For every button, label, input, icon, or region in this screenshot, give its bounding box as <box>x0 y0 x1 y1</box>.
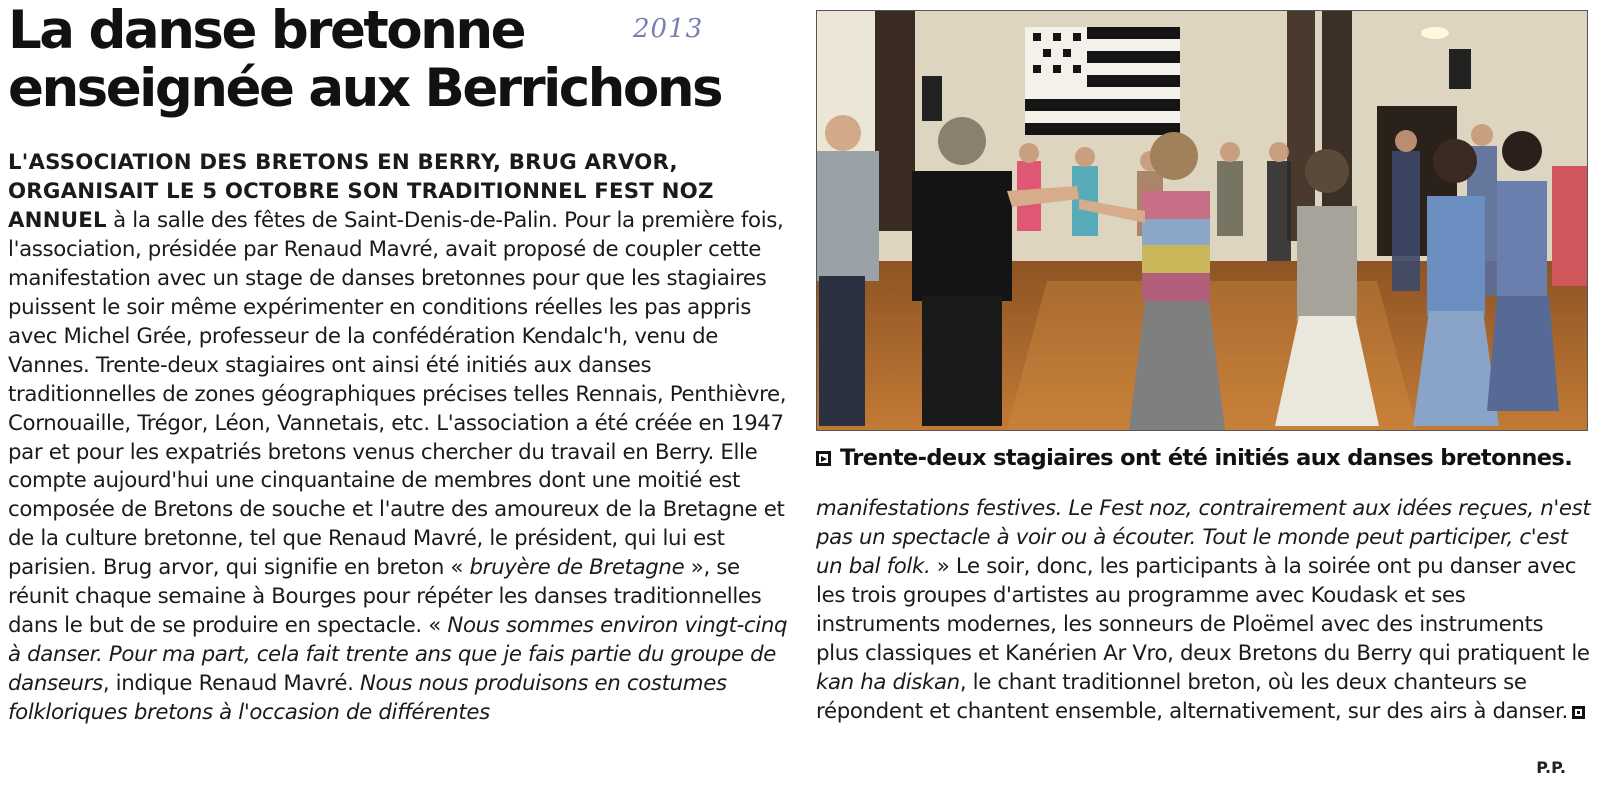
quote-text: manifestations festives. Le Fest noz, contrairement aux idées reçues, n'est pas un spectacle à voir ou à écouter. Tout le monde peut participer, c'est un bal folk. <box>816 496 1591 579</box>
quote-text: kan ha diskan <box>816 669 960 695</box>
ceiling-lamp <box>1421 27 1449 39</box>
breton-flag-icon <box>1025 27 1180 135</box>
body-text: à la salle des fêtes de Saint-Denis-de-Palin. Pour la première fois, l'association, présidée par Renaud Mavré, avait proposé de coupler cette manifestation avec un stage de danses bretonnes pour que les stagiaires puissent le soir même expérimenter en conditions réelles les pas appris avec Michel Grée, professeur de la confédération Kendalc'h, venu de Vannes. Trente-deux stagiaires ont ainsi été initiés aux danses traditionnelles de zones géographiques précises telles Rennais, Penthièvre, Cornouaille, Trégor, Léon, Vannetais, etc. L'association a été créée en 1947 par et pour les expatriés bretons venus chercher du travail en Berry. Elle compte aujourd'hui une cinquantaine de membres dont une moitié est composée de Bretons de souche et l'autre des amoureux de la Bretagne et de la culture bretonne, tel que Renaud Mavré, le président, qui lui est parisien. Brug arvor, qui signifie en breton « <box>8 207 787 581</box>
author-signature: P.P. <box>1536 758 1566 777</box>
body-text: , le chant traditionnel breton, où les deux chanteurs se répondent et chantent ensemble, alternativement, sur des airs à danser. <box>816 669 1568 724</box>
article-body-right-column <box>816 495 1591 727</box>
article-body-left-column <box>8 149 793 728</box>
quote-text: bruyère de Bretagne <box>469 555 685 581</box>
handwritten-year-note: 2013 <box>633 14 704 44</box>
caption-arrow-icon <box>816 451 831 466</box>
body-text: », se réunit chaque semaine à Bourges pour répéter les danses traditionnelles dans le but de se produire en spectacle. « <box>8 555 762 639</box>
body-text: » Le soir, donc, les participants à la soirée ont pu danser avec les trois groupes d'artistes au programme avec Koudask et ses instruments modernes, les sonneurs de Ploëmel avec des instruments plus classiques et Kanérien Ar Vro, deux Bretons du Berry qui pratiquent le <box>816 553 1590 666</box>
article-lead: L'ASSOCIATION DES BRETONS EN BERRY, BRUG ARVOR, ORGANISAIT LE 5 OCTOBRE SON TRADITIONNEL FEST NOZ ANNUEL <box>8 150 714 233</box>
dance-photo <box>816 10 1588 431</box>
speaker <box>922 76 942 121</box>
end-of-article-icon <box>1572 706 1585 719</box>
caption-text: Trente-deux stagiaires ont été initiés aux danses bretonnes. <box>840 445 1573 471</box>
body-text: , indique Renaud Mavré. <box>102 671 360 697</box>
quote-text: Nous nous produisons en costumes folkloriques bretons à l'occasion de différentes <box>8 671 727 726</box>
wall-pillar <box>875 11 915 231</box>
speaker <box>1449 49 1471 89</box>
photo-caption <box>816 443 1596 473</box>
quote-text: Nous sommes environ vingt-cinq à danser. Pour ma part, cela fait trente ans que je fais partie du groupe de danseurs <box>8 613 788 697</box>
article-title: La danse bretonne enseignée aux Berrichons <box>8 0 722 119</box>
